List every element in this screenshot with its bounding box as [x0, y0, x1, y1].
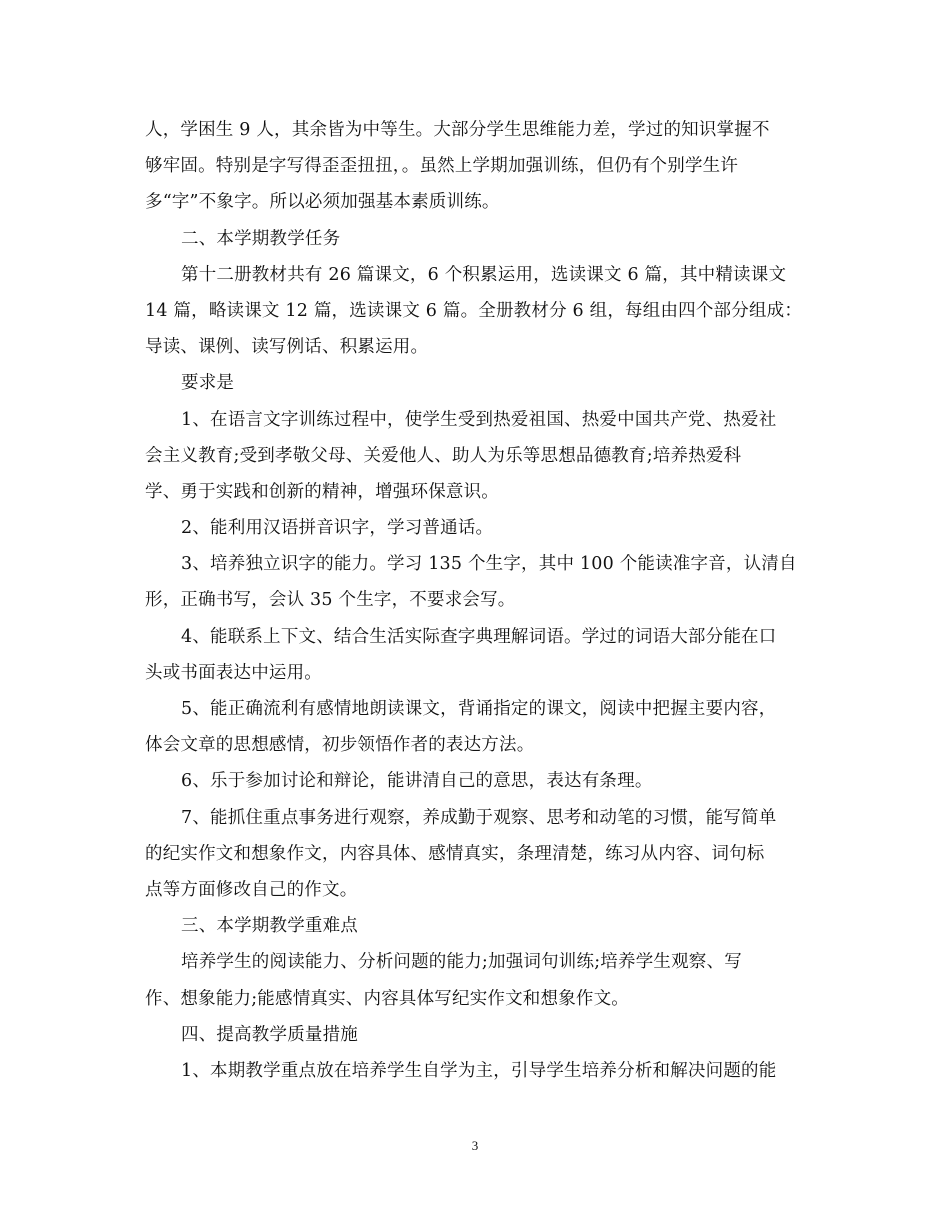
text-line: 4、能联系上下文、结合生活实际查字典理解词语。学过的词语大部分能在口	[181, 626, 777, 647]
page-number: 3	[471, 1138, 479, 1153]
text-line: 第十二册教材共有 26 篇课文，6 个积累运用，选读课文 6 篇，其中精读课文	[181, 264, 787, 285]
body-text	[145, 112, 805, 1089]
text-line: 形，正确书写，会认 35 个生字，不要求会写。	[145, 590, 516, 611]
text-line: 头或书面表达中运用。	[145, 662, 322, 683]
text-line: 够牢固。特别是字写得歪歪扭扭，。虽然上学期加强训练，但仍有个别学生许	[145, 156, 739, 177]
text-line: 体会文章的思想感情，初步领悟作者的表达方法。	[145, 735, 535, 756]
text-line: 的纪实作文和想象作文，内容具体、感情真实，条理清楚，练习从内容、词句标	[145, 843, 765, 864]
text-line: 5、能正确流利有感情地朗读课文，背诵指定的课文，阅读中把握主要内容，	[181, 699, 777, 719]
text-line: 会主义教育;受到孝敬父母、关爱他人、助人为乐等思想品德教育;培养热爱科	[145, 445, 742, 466]
text-line: 2、能利用汉语拼音识字，学习普通话。	[181, 518, 494, 539]
text-line: 1、在语言文字训练过程中，使学生受到热爱祖国、热爱中国共产党、热爱社	[181, 409, 777, 430]
text-line: 导读、课例、读写例话、积累运用。	[145, 337, 429, 358]
section-heading: 三、本学期教学重难点	[181, 916, 358, 937]
text-line: 要求是	[181, 373, 235, 394]
text-line: 7、能抓住重点事务进行观察，养成勤于观察、思考和动笔的习惯，能写简单	[181, 807, 777, 828]
text-line: 人，学困生 9 人，其余皆为中等生。大部分学生思维能力差，学过的知识掌握不	[145, 120, 770, 140]
text-line: 6、乐于参加讨论和辩论，能讲清自己的意思，表达有条理。	[181, 771, 653, 792]
text-line: 1、本期教学重点放在培养学生自学为主，引导学生培养分析和解决问题的能	[181, 1060, 777, 1081]
text-line: 多“字”不象字。所以必须加强基本素质训练。	[145, 192, 500, 213]
text-line: 点等方面修改自己的作文。	[145, 879, 358, 900]
text-line: 14 篇，略读课文 12 篇，选读课文 6 篇。全册教材分 6 组，每组由四个部分组成：	[145, 300, 803, 321]
text-line: 学、勇于实践和创新的精神，增强环保意识。	[145, 481, 499, 502]
section-heading: 二、本学期教学任务	[181, 228, 341, 249]
text-line: 3、培养独立识字的能力。学习 135 个生字，其中 100 个能读准字音，认清自	[181, 554, 797, 575]
section-heading: 四、提高教学质量措施	[181, 1024, 358, 1045]
text-line: 培养学生的阅读能力、分析问题的能力;加强词句训练;培养学生观察、写	[181, 952, 742, 973]
text-line: 作、想象能力;能感情真实、内容具体写纪实作文和想象作文。	[145, 988, 629, 1009]
